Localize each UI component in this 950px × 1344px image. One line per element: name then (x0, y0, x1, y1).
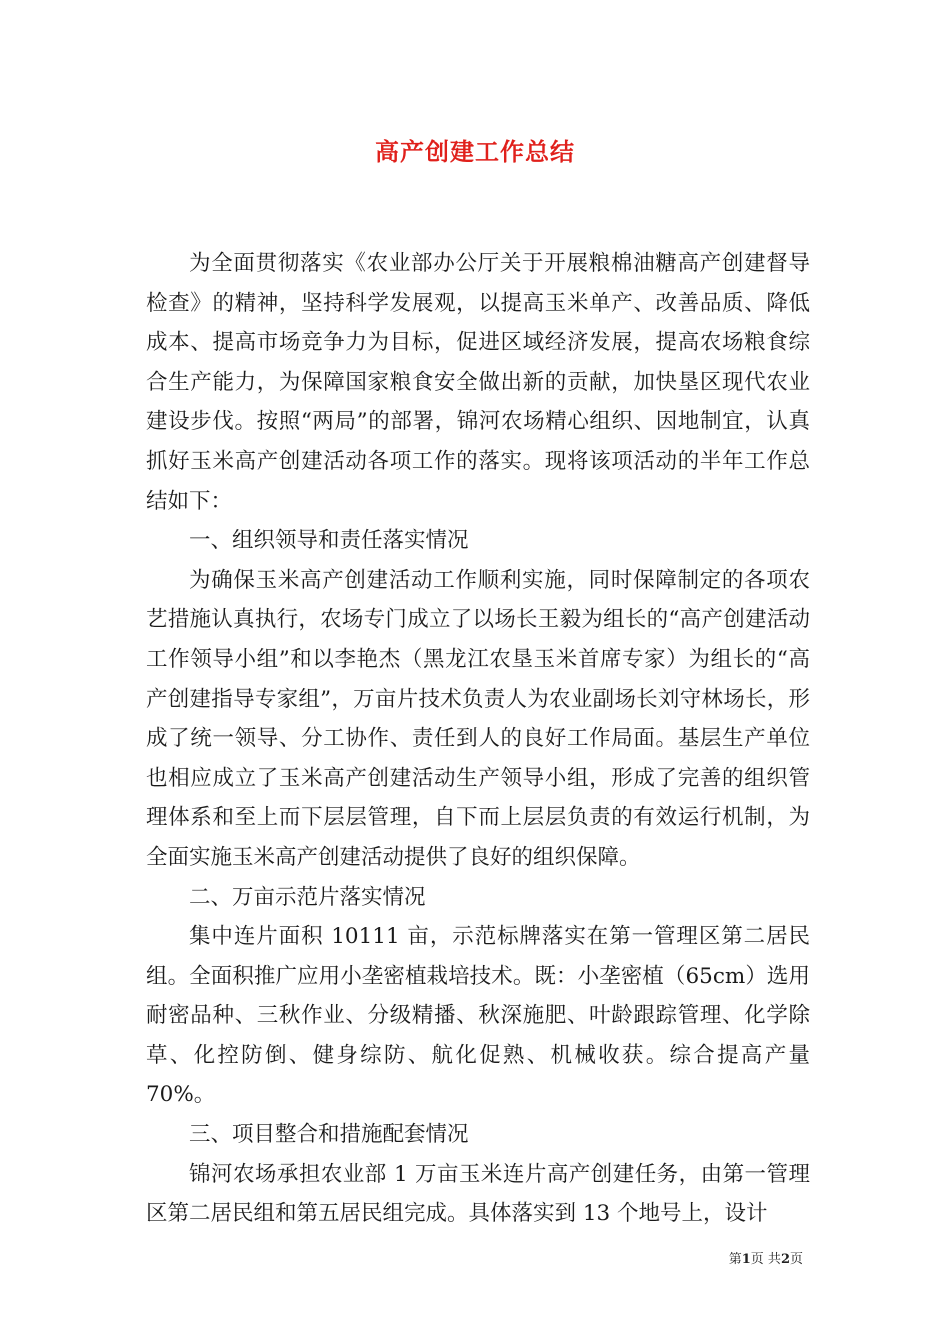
page-number-footer (729, 1248, 803, 1267)
footer-total-pages: 2 (780, 1252, 790, 1267)
footer-current-page: 1 (741, 1252, 751, 1267)
section-heading-3: 三、项目整合和措施配套情况 (189, 1122, 469, 1148)
footer-middle: 页 共 (750, 1252, 781, 1267)
section-heading-1: 一、组织领导和责任落实情况 (189, 528, 469, 554)
document-title: 高产创建工作总结 (375, 137, 575, 166)
paragraph-section-2: 集中连片面积 10111 亩，示范标牌落实在第一管理区第二居民组。全面积推广应用小垄密植栽培技术。既：小垄密植（65cm）选用耐密品种、三秋作业、分级精播、秋深施肥、叶龄跟踪管理、化学除草、化控防倒、健身综防、航化促熟、机械收获。综合提高产量 70%。 (146, 924, 810, 1108)
section-heading-2: 二、万亩示范片落实情况 (189, 884, 426, 910)
paragraph-intro: 为全面贯彻落实《农业部办公厅关于开展粮棉油糖高产创建督导检查》的精神，坚持科学发展观，以提高玉米单产、改善品质、降低成本、提高市场竞争力为目标，促进区域经济发展，提高农场粮食综合生产能力，为保障国家粮食安全做出新的贡献，加快垦区现代农业建设步伐。按照“两局”的部署，锦河农场精心组织、因地制宜，认真抓好玉米高产创建活动各项工作的落实。现将该项活动的半年工作总结如下： (146, 251, 810, 514)
paragraph-section-3: 锦河农场承担农业部 1 万亩玉米连片高产创建任务，由第一管理区第二居民组和第五居民组完成。具体落实到 13 个地号上，设计 (146, 1161, 810, 1227)
document-body (146, 244, 810, 1234)
footer-suffix: 页 (789, 1252, 803, 1267)
paragraph-section-1: 为确保玉米高产创建活动工作顺利实施，同时保障制定的各项农艺措施认真执行，农场专门成立了以场长王毅为组长的“高产创建活动工作领导小组”和以李艳杰（黑龙江农垦玉米首席专家）为组长的“高产创建指导专家组”，万亩片技术负责人为农业副场长刘守林场长，形成了统一领导、分工协作、责任到人的良好工作局面。基层生产单位也相应成立了玉米高产创建活动生产领导小组，形成了完善的组织管理体系和至上而下层层管理，自下而上层层负责的有效运行机制，为全面实施玉米高产创建活动提供了良好的组织保障。 (146, 567, 810, 870)
footer-prefix: 第 (728, 1252, 742, 1267)
